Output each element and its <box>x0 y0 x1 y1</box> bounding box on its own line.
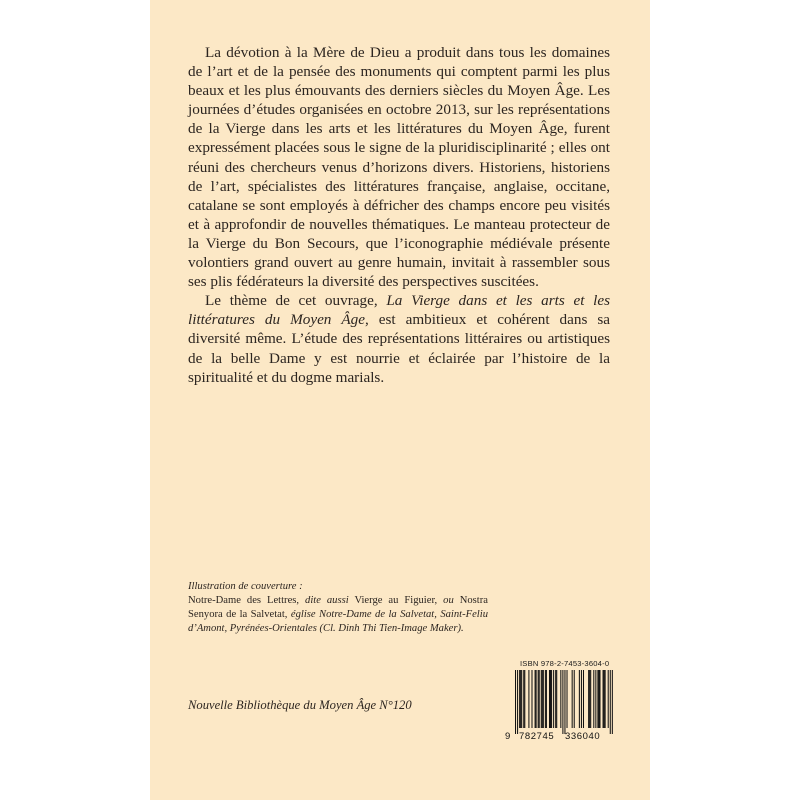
barcode-bar <box>556 670 557 728</box>
barcode-bar <box>545 670 546 728</box>
barcode-bar <box>538 670 539 728</box>
barcode-bar <box>588 670 589 728</box>
barcode-bar <box>521 670 522 728</box>
blurb-p2-after: , est ambitieux et cohérent dans sa diversité même. L’étude des représentations littéraires ou artistiques de la belle Dame y est nourrie et éclairée par l’histoire de la spiritualité et du dogme marials. <box>188 311 610 386</box>
credit-part-3: Vierge au Figuier, <box>348 595 444 607</box>
barcode-bar <box>579 670 580 728</box>
barcode-bar <box>539 670 540 728</box>
cover-illustration-credit <box>188 580 488 636</box>
barcode-bar <box>574 670 575 728</box>
barcode-bar <box>610 670 611 734</box>
barcode-bar <box>605 670 606 728</box>
barcode-bar <box>589 670 590 728</box>
barcode-digits-right: 336040 <box>565 731 601 742</box>
isbn-label: ISBN 978-2-7453-3604-0 <box>520 659 610 668</box>
barcode-bar <box>531 670 532 728</box>
barcode-bar <box>593 670 594 728</box>
barcode-bar <box>604 670 605 728</box>
credit-part-2: dite aussi <box>305 595 349 607</box>
barcode-bar <box>555 670 556 728</box>
barcode-bar <box>553 670 554 728</box>
barcode-bar <box>590 670 591 728</box>
barcode-bar <box>572 670 573 728</box>
barcode-bar <box>595 670 596 728</box>
barcode-bar <box>583 670 584 728</box>
blurb-paragraph-1: La dévotion à la Mère de Dieu a produit dans tous les domaines de l’art et de la pensée des monuments qui comptent parmi les plus beaux et les plus émouvants des derniers siècles du Moyen Âge. Les journées d’études organisées en octobre 2013, sur les représentations de la Vierge dans les arts et les littératures du Moyen Âge, furent expressément placées sous le signe de la pluridisciplinarité ; elles ont réuni des chercheurs venus d’horizons divers. Historiens, historiens de l’art, spécialistes des littératures française, anglaise, occitane, catalane se sont employés à défricher des champs encore peu visités et à approfondir de nouvelles thématiques. Le manteau protecteur de la Vierge du Bon Secours, que l’iconographie médiévale présente volontiers grand ouvert au genre humain, invitait à rassembler sous ses plis fédérateurs la diversité des perspectives suscitées. <box>188 44 610 291</box>
barcode-bar <box>564 670 565 734</box>
credit-part-1: Notre-Dame des Lettres, <box>188 595 306 607</box>
credit-text <box>188 594 488 636</box>
barcode-bar <box>603 670 604 728</box>
barcode-bar <box>515 670 516 734</box>
barcode-bar <box>523 670 524 728</box>
barcode-bar <box>612 670 613 734</box>
barcode-bars <box>505 670 613 734</box>
barcode-bar <box>546 670 547 728</box>
series-title: Nouvelle Bibliothèque du Moyen Âge N°120 <box>188 698 412 712</box>
barcode-digits-left: 782745 <box>519 731 555 742</box>
barcode-bar <box>581 670 582 728</box>
barcode-bar <box>519 670 520 728</box>
credit-part-6: église Notre-Dame de la Salvetat, Saint-Feliu d’Amont, Pyrénées-Orientales (Cl. Dinh Thi Tien-Image Maker). <box>188 609 488 635</box>
barcode-bar <box>517 670 518 734</box>
barcode-bar <box>541 670 542 728</box>
barcode-digits <box>505 731 613 743</box>
barcode-bar <box>524 670 525 728</box>
credit-part-5: Nostra Senyora de la Salvetat, <box>188 595 488 621</box>
blurb-p2-before: Le thème de cet ouvrage, <box>205 292 387 310</box>
barcode-bar <box>542 670 543 728</box>
credit-caption: Illustration de couverture : <box>188 581 303 592</box>
isbn-barcode <box>505 670 613 742</box>
barcode-bar <box>608 670 609 728</box>
blurb-paragraph-2 <box>188 291 610 386</box>
barcode-bar <box>562 670 563 734</box>
barcode-bar <box>551 670 552 728</box>
barcode-bar <box>543 670 544 728</box>
barcode-bar <box>567 670 568 728</box>
back-cover-blurb <box>188 43 610 387</box>
barcode-bar <box>535 670 536 728</box>
credit-part-4: ou <box>443 595 454 607</box>
barcode-bar <box>536 670 537 728</box>
barcode-digit-first: 9 <box>505 731 511 742</box>
book-title-italic: La Vierge dans et les arts et les littératures du Moyen Âge <box>188 292 611 329</box>
barcode-bar <box>599 670 600 728</box>
barcode-bar <box>550 670 551 728</box>
barcode-bar <box>560 670 561 728</box>
barcode-bar <box>528 670 529 728</box>
barcode-bar <box>598 670 599 728</box>
barcode-bar <box>520 670 521 728</box>
barcode-bar <box>597 670 598 728</box>
barcode-bar <box>549 670 550 728</box>
